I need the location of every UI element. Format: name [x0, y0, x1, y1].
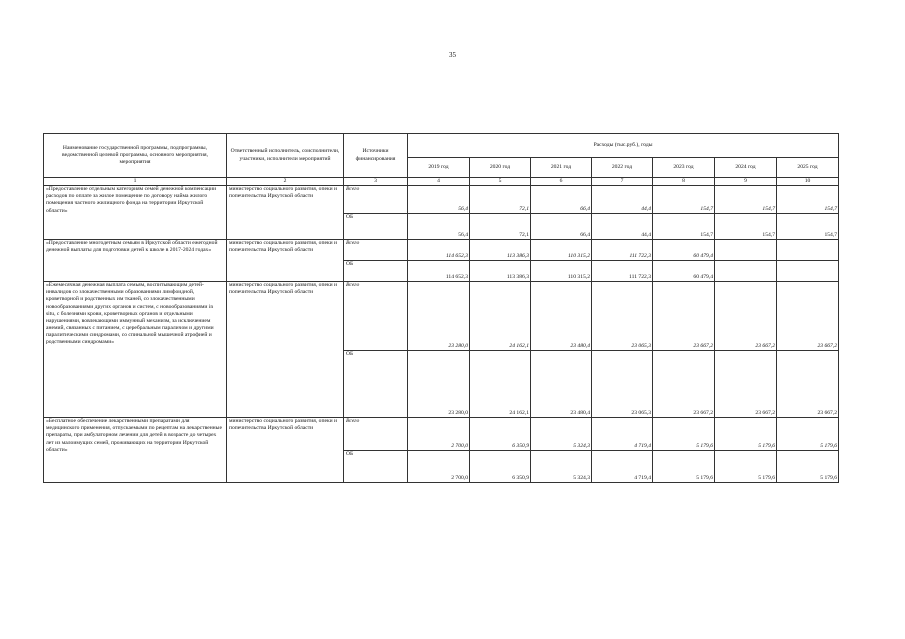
value-total: 23 667,2: [653, 282, 715, 351]
value-ob: 4 719,4: [592, 451, 653, 483]
executor: министерство социального развития, опеки и попечительства Иркутской области: [227, 186, 344, 240]
header-year: 2020 год: [470, 158, 531, 178]
value-total: 5 179,6: [715, 418, 777, 451]
value-total: 110 315,2: [531, 240, 592, 261]
column-number: 5: [470, 178, 531, 186]
header-year: 2023 год: [653, 158, 715, 178]
table-row: [44, 282, 839, 351]
value-ob: 110 315,2: [531, 261, 592, 282]
table-row: [44, 186, 839, 214]
program-name: «Предоставление отдельным категориям семей денежной компенсации расходов по оплате за жилое помещение по договору найма жилого помещения частного жилищного фонда на территории Иркутской области»: [44, 186, 227, 240]
value-ob: 2 700,0: [408, 451, 470, 483]
value-ob: 154,7: [715, 214, 777, 240]
value-total: [715, 240, 777, 261]
value-ob: 113 386,3: [470, 261, 531, 282]
header-year: 2022 год: [592, 158, 653, 178]
header-source: Источники финансирования: [344, 134, 408, 178]
value-total: 23 667,2: [777, 282, 839, 351]
value-total: 72,1: [470, 186, 531, 214]
column-number: 10: [777, 178, 839, 186]
header-year: 2024 год: [715, 158, 777, 178]
value-total: 23 667,2: [715, 282, 777, 351]
value-ob: 154,7: [653, 214, 715, 240]
header-year: 2019 год: [408, 158, 470, 178]
column-number: 7: [592, 178, 653, 186]
table-row: [44, 418, 839, 451]
value-ob: [777, 261, 839, 282]
value-total: 114 652,3: [408, 240, 470, 261]
header-year: 2025 год: [777, 158, 839, 178]
value-ob: 44,4: [592, 214, 653, 240]
column-number: 4: [408, 178, 470, 186]
column-number: 3: [344, 178, 408, 186]
header-executor: Ответственный исполнитель, соисполнители, участники, исполнители мероприятий: [227, 134, 344, 178]
value-ob: 154,7: [777, 214, 839, 240]
value-total: 5 324,3: [531, 418, 592, 451]
table-row: [44, 240, 839, 261]
value-ob: [715, 261, 777, 282]
source-ob: ОБ: [344, 214, 408, 240]
value-ob: 60 479,4: [653, 261, 715, 282]
value-total: 4 719,4: [592, 418, 653, 451]
column-number: 1: [44, 178, 227, 186]
value-total: 23 065,3: [592, 282, 653, 351]
value-total: 5 179,6: [653, 418, 715, 451]
executor: министерство социального развития, опеки и попечительства Иркутской области: [227, 418, 344, 483]
header-expenses: Расходы (тыс.руб.), годы: [408, 134, 839, 158]
value-total: 111 722,3: [592, 240, 653, 261]
value-ob: 23 667,2: [653, 351, 715, 418]
value-ob: 72,1: [470, 214, 531, 240]
source-total: Всего: [344, 240, 408, 261]
value-total: 56,4: [408, 186, 470, 214]
value-ob: 23 667,2: [777, 351, 839, 418]
value-total: 23 280,0: [408, 282, 470, 351]
value-total: 44,4: [592, 186, 653, 214]
value-ob: 114 652,3: [408, 261, 470, 282]
program-name: «Предоставление многодетным семьям в Иркутской области ежегодной денежной выплаты для подготовки детей к школе в 2017-2024 годах»: [44, 240, 227, 282]
value-ob: 5 179,6: [777, 451, 839, 483]
value-ob: 111 722,3: [592, 261, 653, 282]
value-ob: 24 162,1: [470, 351, 531, 418]
header-name: Наименование государственной программы, подпрограммы, ведомственной целевой программы, основного мероприятия, мероприятия: [44, 134, 227, 178]
value-ob: 5 179,6: [653, 451, 715, 483]
value-ob: 5 324,3: [531, 451, 592, 483]
value-total: 60 479,4: [653, 240, 715, 261]
page-number: 35: [449, 51, 456, 59]
source-total: Всего: [344, 186, 408, 214]
column-number: 8: [653, 178, 715, 186]
executor: министерство социального развития, опеки и попечительства Иркутской области: [227, 282, 344, 418]
value-total: 113 386,3: [470, 240, 531, 261]
header-year: 2021 год: [531, 158, 592, 178]
value-total: 154,7: [777, 186, 839, 214]
value-ob: 23 667,2: [715, 351, 777, 418]
value-total: 6 350,9: [470, 418, 531, 451]
expenses-table: [43, 133, 839, 483]
value-ob: 5 179,6: [715, 451, 777, 483]
column-number: 6: [531, 178, 592, 186]
source-total: Всего: [344, 282, 408, 351]
source-ob: ОБ: [344, 261, 408, 282]
value-total: 23 480,4: [531, 282, 592, 351]
value-total: 2 700,0: [408, 418, 470, 451]
value-total: 154,7: [653, 186, 715, 214]
program-name: «Ежемесячная денежная выплата семьям, воспитывающим детей-инвалидов со злокачественными образованиями лимфоидной, кроветворной и родственных им тканей, со злокачественными новообразованиями других органов и систем, с новообразованиями in situ, с болезнями крови, кроветворных органов и отдельными нарушениями, вовлекающими иммунный механизм, за исключением анемий, связанных с питанием, с церебральным параличом и другими паралитическими синдромами, со спинальной мышечной атрофией и родственными синдромами»: [44, 282, 227, 418]
source-ob: ОБ: [344, 351, 408, 418]
value-total: 66,4: [531, 186, 592, 214]
value-total: 154,7: [715, 186, 777, 214]
value-ob: 23 280,0: [408, 351, 470, 418]
value-ob: 23 480,4: [531, 351, 592, 418]
value-ob: 6 350,9: [470, 451, 531, 483]
column-number: 2: [227, 178, 344, 186]
program-name: «Бесплатное обеспечение лекарственными препаратами для медицинского применения, отпускаемыми по рецептам на лекарственные препараты, при амбулаторном лечении для детей в возрасте до четырех лет из малоимущих семей, проживающих на территории Иркутской области»: [44, 418, 227, 483]
value-ob: 66,4: [531, 214, 592, 240]
value-total: [777, 240, 839, 261]
value-total: 5 179,6: [777, 418, 839, 451]
value-ob: 56,4: [408, 214, 470, 240]
column-number: 9: [715, 178, 777, 186]
value-total: 24 162,1: [470, 282, 531, 351]
source-total: Всего: [344, 418, 408, 451]
source-ob: ОБ: [344, 451, 408, 483]
executor: министерство социального развития, опеки и попечительства Иркутской области: [227, 240, 344, 282]
value-ob: 23 065,3: [592, 351, 653, 418]
